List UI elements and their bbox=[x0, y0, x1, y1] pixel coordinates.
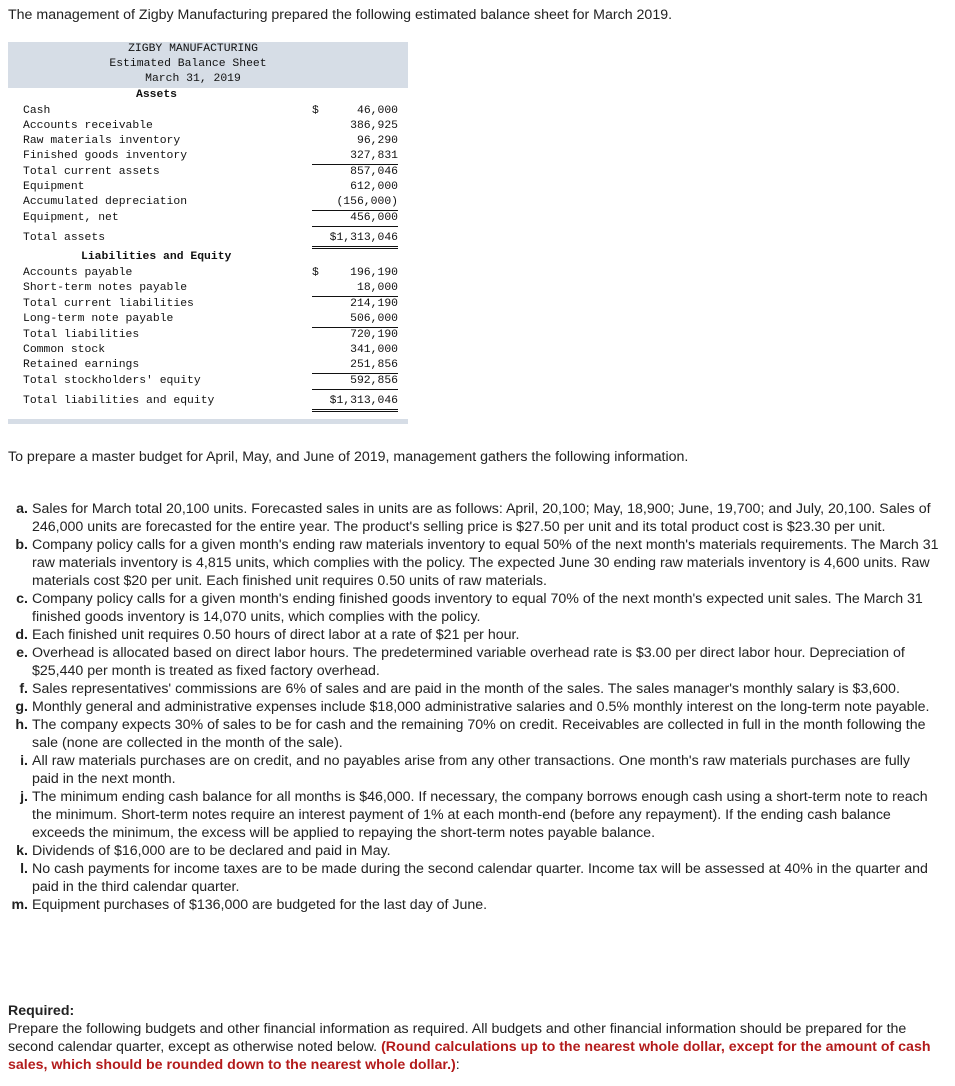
company-name: ZIGBY MANUFACTURING bbox=[128, 43, 258, 55]
list-item bbox=[10, 860, 940, 896]
row-label: Cash bbox=[23, 105, 51, 117]
item-marker: e. bbox=[16, 645, 28, 661]
list-item bbox=[10, 896, 940, 914]
table-row bbox=[23, 211, 398, 226]
list-item bbox=[10, 698, 940, 716]
item-marker: a. bbox=[16, 501, 28, 517]
item-marker: f. bbox=[19, 681, 28, 697]
item-marker: h. bbox=[15, 717, 28, 733]
list-item bbox=[10, 842, 940, 860]
row-value: 506,000 bbox=[312, 312, 398, 328]
item-text: Sales for March total 20,100 units. Forecasted sales in units are as follows: April, 20,100; May, 18,900; June, 19,700; and July, 20,100. Sales of 246,000 units are forecasted for the entire year. The product's selling price is $27.50 per unit and its total product cost is $23.30 per unit. bbox=[32, 501, 931, 535]
item-marker: m. bbox=[11, 897, 28, 913]
row-label: Equipment, net bbox=[23, 212, 119, 224]
row-label: Raw materials inventory bbox=[23, 135, 181, 147]
item-text: The company expects 30% of sales to be for cash and the remaining 70% on credit. Receivables are collected in full in the month following the sale (none are collected in the month of the sale). bbox=[32, 717, 926, 751]
row-value: 386,925 bbox=[350, 120, 398, 132]
row-value: 196,190 bbox=[350, 267, 398, 279]
row-label: Common stock bbox=[23, 344, 106, 356]
list-item bbox=[10, 680, 940, 698]
item-text: The minimum ending cash balance for all months is $46,000. If necessary, the company borrows enough cash using a short-term note to reach the minimum. Short-term notes require an interest payment of 1% at each month-end (before any repayment). If the ending cash balance exceeds the minimum, the excess will be applied to repaying the short-term notes payable balance. bbox=[32, 789, 928, 841]
item-text: All raw materials purchases are on credit, and no payables arise from any other transactions. One month's raw materials purchases are fully paid in the next month. bbox=[32, 753, 911, 787]
row-value: 456,000 bbox=[312, 211, 398, 227]
row-value: 857,046 bbox=[350, 166, 398, 178]
intro-text: The management of Zigby Manufacturing prepared the following estimated balance sheet for March 2019. bbox=[8, 7, 673, 23]
table-row bbox=[23, 119, 398, 134]
row-value: $1,313,046 bbox=[312, 394, 398, 412]
rounding-note: (Round calculations up to the nearest whole dollar, except for the amount of cash sales, which should be rounded down to the nearest whole dollar.) bbox=[8, 1039, 931, 1073]
balance-sheet bbox=[8, 42, 408, 425]
info-list bbox=[10, 500, 940, 914]
required-body bbox=[8, 1020, 943, 1074]
row-label: Total assets bbox=[23, 232, 106, 244]
item-text: Overhead is allocated based on direct labor hours. The predetermined variable overhead rate is $3.00 per direct labor hour. Depreciation of $25,440 per month is treated as fixed factory overhead. bbox=[32, 645, 905, 679]
row-value: $1,313,046 bbox=[312, 231, 398, 249]
list-item bbox=[10, 644, 940, 680]
table-row bbox=[23, 266, 398, 281]
table-row bbox=[23, 231, 398, 246]
list-item bbox=[10, 716, 940, 752]
list-item bbox=[10, 590, 940, 626]
liabilities-heading: Liabilities and Equity bbox=[81, 251, 232, 263]
table-row bbox=[23, 343, 398, 358]
row-label: Accumulated depreciation bbox=[23, 196, 188, 208]
row-value: 720,190 bbox=[350, 329, 398, 341]
row-label: Total stockholders' equity bbox=[23, 375, 201, 387]
item-text: Company policy calls for a given month's ending finished goods inventory to equal 70% of the next month's expected unit sales. The March 31 finished goods inventory is 14,070 units, which complies with the policy. bbox=[32, 591, 923, 625]
row-value: 341,000 bbox=[350, 344, 398, 356]
row-value: 96,290 bbox=[356, 135, 398, 147]
table-row bbox=[23, 149, 398, 164]
table-row bbox=[23, 104, 398, 119]
row-label: Accounts receivable bbox=[23, 120, 153, 132]
row-label: Short-term notes payable bbox=[23, 282, 188, 294]
statement-title: Estimated Balance Sheet bbox=[109, 58, 267, 70]
table-row bbox=[23, 312, 398, 327]
statement-date: March 31, 2019 bbox=[145, 73, 241, 85]
row-label: Total current liabilities bbox=[23, 298, 194, 310]
row-label: Total current assets bbox=[23, 166, 160, 178]
row-value: 612,000 bbox=[350, 181, 398, 193]
required-text: Prepare the following budgets and other financial information as required. All budgets and other financial information should be prepared for the second calendar quarter, except as otherwise noted below. bbox=[8, 1021, 907, 1055]
table-row bbox=[23, 165, 398, 180]
row-label: Total liabilities bbox=[23, 329, 140, 341]
list-item bbox=[10, 500, 940, 536]
item-text: Each finished unit requires 0.50 hours of direct labor at a rate of $21 per hour. bbox=[32, 627, 520, 643]
table-row bbox=[23, 358, 398, 373]
row-label: Retained earnings bbox=[23, 359, 140, 371]
row-label: Equipment bbox=[23, 181, 85, 193]
item-marker: i. bbox=[20, 753, 28, 769]
row-value: 18,000 bbox=[312, 281, 398, 297]
list-item bbox=[10, 626, 940, 644]
row-value: 214,190 bbox=[350, 298, 398, 310]
item-marker: g. bbox=[15, 699, 28, 715]
row-value: 592,856 bbox=[312, 374, 398, 390]
row-label: Total liabilities and equity bbox=[23, 395, 215, 407]
item-marker: d. bbox=[15, 627, 28, 643]
dollar-sign: $ bbox=[312, 105, 319, 117]
table-row bbox=[23, 374, 398, 389]
item-text: Equipment purchases of $136,000 are budgeted for the last day of June. bbox=[32, 897, 488, 913]
row-label: Accounts payable bbox=[23, 267, 133, 279]
dollar-sign: $ bbox=[312, 267, 319, 279]
item-text: Sales representatives' commissions are 6% of sales and are paid in the month of the sales. The sales manager's monthly salary is $3,600. bbox=[32, 681, 900, 697]
table-row bbox=[23, 134, 398, 149]
item-text: Monthly general and administrative expenses include $18,000 administrative salaries and 0.5% monthly interest on the long-term note payable. bbox=[32, 699, 930, 715]
required-colon: : bbox=[455, 1057, 460, 1073]
item-marker: b. bbox=[15, 537, 28, 553]
table-row bbox=[23, 180, 398, 195]
row-value: 46,000 bbox=[356, 105, 398, 117]
required-heading: Required: bbox=[8, 1003, 75, 1019]
row-label: Long-term note payable bbox=[23, 313, 174, 325]
item-text: Dividends of $16,000 are to be declared and paid in May. bbox=[32, 843, 391, 859]
list-item bbox=[10, 536, 940, 590]
prep-text: To prepare a master budget for April, May, and June of 2019, management gathers the following information. bbox=[8, 449, 689, 465]
table-row bbox=[23, 195, 398, 210]
item-text: Company policy calls for a given month's ending raw materials inventory to equal 50% of the next month's materials requirements. The March 31 raw materials inventory is 4,815 units, which complies with the policy. The expected June 30 ending raw materials inventory is 4,600 units. Raw materials cost $20 per unit. Each finished unit requires 0.50 units of raw materials. bbox=[32, 537, 939, 589]
item-marker: k. bbox=[16, 843, 28, 859]
table-row bbox=[23, 297, 398, 312]
row-value: (156,000) bbox=[312, 195, 398, 211]
item-text: No cash payments for income taxes are to be made during the second calendar quarter. Income tax will be assessed at 40% in the quarter and paid in the third calendar quarter. bbox=[32, 861, 928, 895]
item-marker: j. bbox=[20, 789, 28, 805]
balance-sheet-footer-bar bbox=[8, 419, 408, 424]
table-row bbox=[23, 328, 398, 343]
assets-heading: Assets bbox=[136, 89, 178, 101]
required-section bbox=[8, 1002, 943, 1074]
row-value: 327,831 bbox=[312, 149, 398, 165]
list-item bbox=[10, 752, 940, 788]
item-marker: c. bbox=[16, 591, 28, 607]
table-row bbox=[23, 281, 398, 296]
balance-sheet-header bbox=[8, 42, 408, 88]
list-item bbox=[10, 788, 940, 842]
table-row bbox=[23, 394, 398, 409]
row-value: 251,856 bbox=[312, 358, 398, 374]
item-marker: l. bbox=[20, 861, 28, 877]
row-label: Finished goods inventory bbox=[23, 150, 188, 162]
